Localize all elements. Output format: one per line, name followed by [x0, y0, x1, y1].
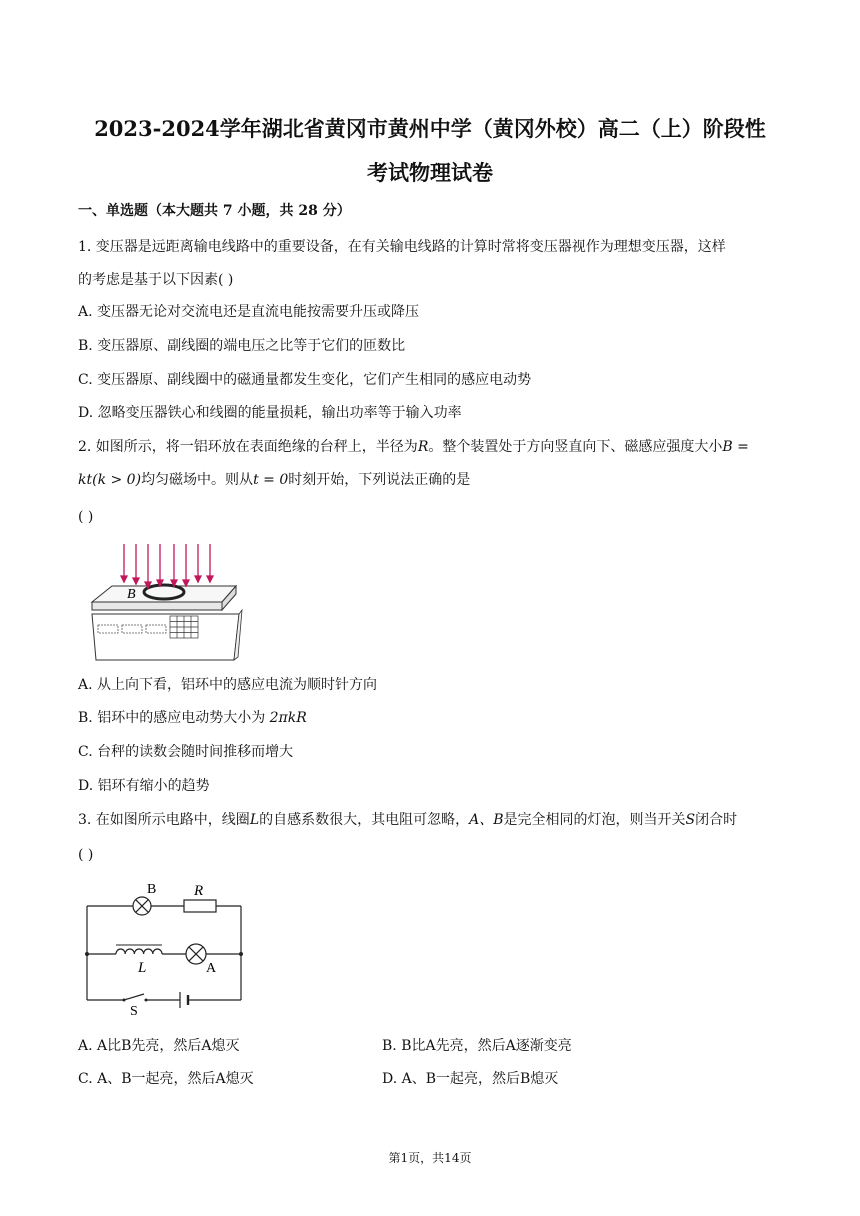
circuit-label-a: A [206, 961, 217, 976]
q2-option-d: D. 铝环有缩小的趋势 [78, 778, 210, 794]
q3-option-a: A. A比B先亮，然后A熄灭 [78, 1038, 240, 1054]
q3-math-s: S [685, 812, 696, 828]
scale-body [92, 614, 239, 660]
resistor-symbol [184, 900, 216, 912]
q2-math-t0: t = 0 [253, 472, 289, 488]
inductor-symbol [116, 949, 162, 954]
page-footer: 第1页，共14页 [388, 1151, 472, 1165]
magnetic-field-arrows [121, 544, 213, 588]
q2-math-b-eq: B = [722, 439, 749, 455]
q1-option-a: A. 变压器无论对交流电还是直流电能按需要升压或降压 [78, 304, 420, 320]
q3-option-d: D. A、B一起亮，然后B熄灭 [382, 1071, 559, 1087]
scale-keypad [170, 616, 198, 638]
q2-figure-label-b: B [127, 587, 136, 602]
exam-title-line2: 考试物理试卷 [367, 160, 493, 185]
q3-circuit-figure [80, 876, 248, 1016]
switch-contact-left [123, 999, 126, 1002]
q1-option-c: C. 变压器原、副线圈中的磁通量都发生变化，它们产生相同的感应电动势 [78, 372, 532, 388]
circuit-label-l: L [138, 960, 147, 976]
q3-paren: ( ) [78, 847, 94, 863]
scale-platform-front [92, 602, 222, 610]
section-heading: 一、单选题（本大题共 7 小题，共 28 分） [78, 203, 351, 219]
q2-option-a: A. 从上向下看，铝环中的感应电流为顺时针方向 [78, 677, 378, 693]
q2-option-b [78, 708, 307, 728]
junction-left [85, 952, 89, 956]
scale-display-2 [122, 625, 142, 633]
lamp-a-symbol [186, 944, 206, 964]
q2-option-b-text: B. 铝环中的感应电动势大小为 [78, 710, 270, 726]
q2-scale-figure [84, 542, 244, 672]
q2-option-c: C. 台秤的读数会随时间推移而增大 [78, 744, 294, 760]
q2-stem-line1 [78, 437, 749, 457]
q1-stem-line1: 1. 变压器是远距离输电线路中的重要设备，在有关输电线路的计算时常将变压器视作为理想变压器，这样 [78, 239, 726, 255]
q3-math-ab: A、B [469, 812, 504, 828]
scale-display-3 [146, 625, 166, 633]
circuit-label-s: S [130, 1004, 138, 1016]
circuit-label-r: R [194, 883, 204, 899]
q2-stem-text-c: 均匀磁场中。则从 [141, 472, 254, 488]
q2-option-b-math: 2πkR [269, 710, 307, 726]
q3-stem-text-c: 是完全相同的灯泡，则当开关 [503, 812, 686, 828]
q2-stem-line2 [78, 470, 470, 490]
q2-math-kt: kt(k > 0) [78, 472, 142, 488]
q3-stem-text-b: 的自感系数很大，其电阻可忽略， [259, 812, 470, 828]
q2-math-r: R [417, 439, 429, 455]
circuit-label-b: B [147, 882, 157, 897]
q1-option-d: D. 忽略变压器铁心和线圈的能量损耗，输出功率等于输入功率 [78, 405, 462, 421]
switch-contact-right [145, 999, 148, 1002]
q2-stem-text-d: 时刻开始，下列说法正确的是 [288, 472, 471, 488]
q2-paren: ( ) [78, 509, 94, 525]
exam-title-line1: 2023-2024学年湖北省黄冈市黄州中学（黄冈外校）高二（上）阶段性 [94, 116, 766, 141]
q3-math-l: L [249, 812, 260, 828]
lamp-b-symbol [133, 897, 151, 915]
q3-stem-text-a: 3. 在如图所示电路中，线圈 [78, 812, 250, 828]
q1-stem-line2: 的考虑是基于以下因素( ) [78, 272, 234, 288]
q2-stem-text-b: 。整个装置处于方向竖直向下、磁感应强度大小 [428, 439, 723, 455]
q1-option-b: B. 变压器原、副线圈的端电压之比等于它们的匝数比 [78, 338, 406, 354]
q3-stem-line1 [78, 810, 737, 830]
junction-right [239, 952, 243, 956]
q2-stem-text-a: 2. 如图所示，将一铝环放在表面绝缘的台秤上，半径为 [78, 439, 418, 455]
q3-option-c: C. A、B一起亮，然后A熄灭 [78, 1071, 254, 1087]
q3-option-b: B. B比A先亮，然后A逐渐变亮 [382, 1038, 572, 1054]
q3-stem-text-d: 闭合时 [695, 812, 738, 828]
scale-display-1 [98, 625, 118, 633]
